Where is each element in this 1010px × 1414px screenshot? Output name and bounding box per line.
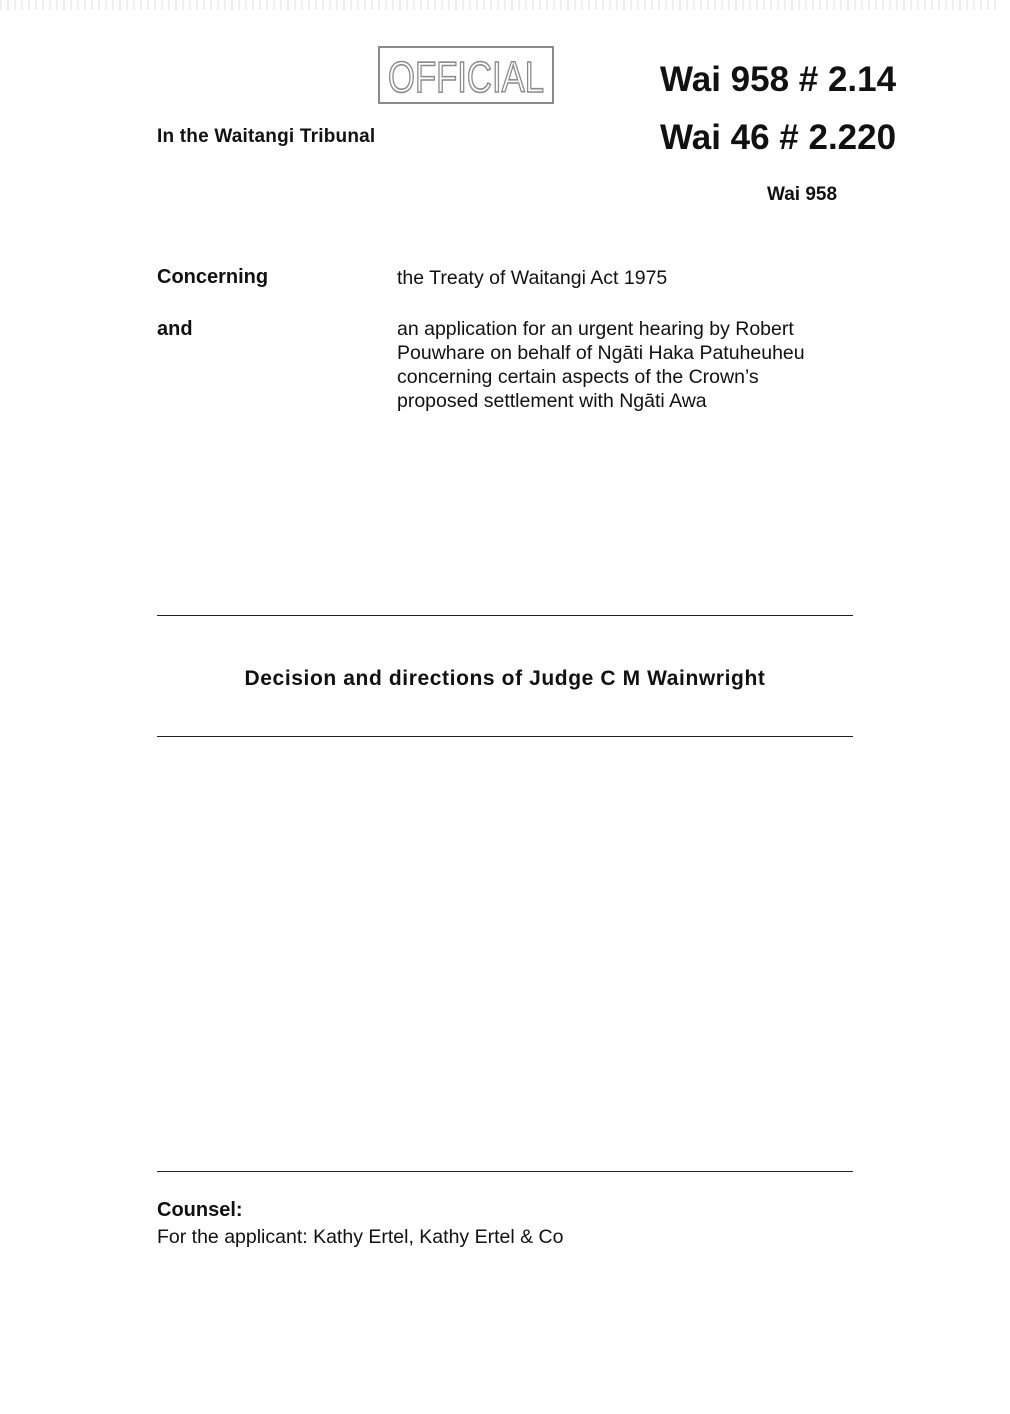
scan-edge-artifact	[0, 0, 1000, 10]
reference-number-primary: Wai 958 # 2.14	[660, 60, 897, 99]
official-stamp-text	[380, 48, 552, 102]
application-line: an application for an urgent hearing by Robert	[397, 318, 794, 340]
concerning-text	[397, 266, 667, 290]
counsel-applicant: For the applicant: Kathy Ertel, Kathy Ertel & Co	[157, 1226, 564, 1248]
official-stamp-letters: OFFICIAL	[388, 53, 544, 102]
official-stamp	[378, 46, 554, 104]
divider-middle	[157, 736, 853, 737]
document-title: Decision and directions of Judge C M Wainwright	[244, 667, 766, 690]
divider-top	[157, 615, 853, 616]
application-line: Pouwhare on behalf of Ngāti Haka Patuheuheu	[397, 342, 805, 364]
application-line: proposed settlement with Ngāti Awa	[397, 390, 707, 412]
concerning-line: the Treaty of Waitangi Act 1975	[397, 267, 668, 289]
application-line: concerning certain aspects of the Crown’s	[397, 366, 759, 388]
court-name: In the Waitangi Tribunal	[157, 126, 376, 147]
reference-number-secondary: Wai 46 # 2.220	[660, 118, 897, 157]
application-text	[397, 317, 805, 413]
and-label: and	[157, 318, 193, 340]
divider-bottom	[157, 1171, 853, 1172]
concerning-label: Concerning	[157, 266, 269, 288]
sub-reference: Wai 958	[767, 184, 838, 205]
counsel-heading: Counsel:	[157, 1199, 243, 1221]
